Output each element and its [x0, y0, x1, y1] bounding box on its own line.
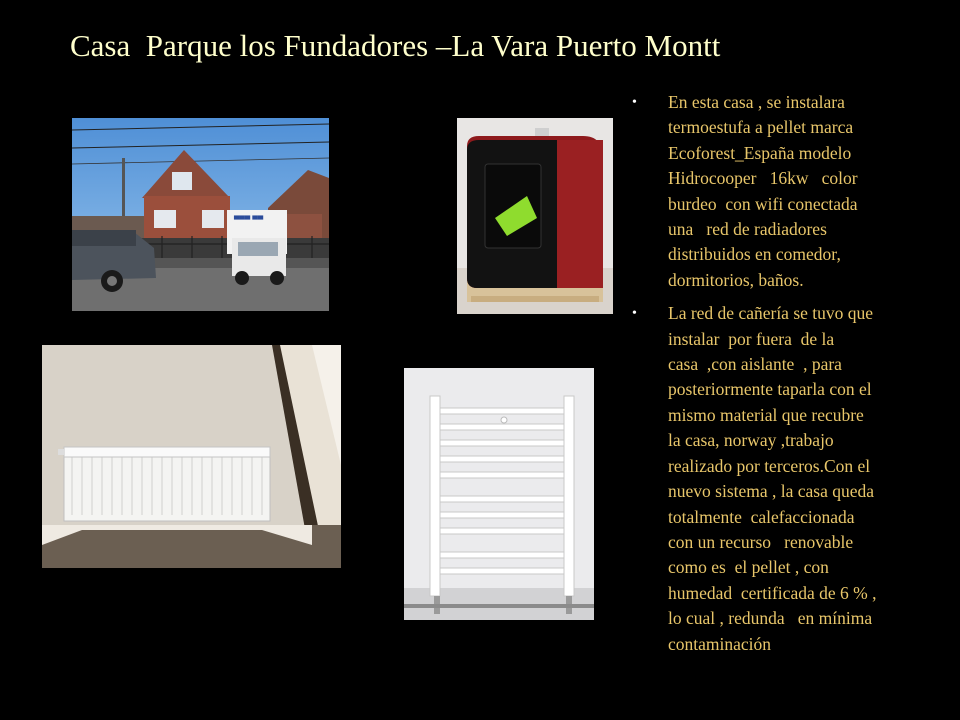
- house-photo: [72, 118, 329, 311]
- bullet-line: dormitorios, baños.: [668, 269, 804, 290]
- bullet-line: Hidrocooper 16kw color: [668, 168, 858, 189]
- bullet-line: contaminación: [668, 633, 772, 654]
- pellet-stove-photo: [457, 118, 613, 314]
- bullet-text: [668, 90, 954, 293]
- bullet-line: termoestufa a pellet marca: [668, 117, 854, 138]
- bullet-line: instalar por fuera de la: [668, 328, 835, 349]
- bullet-item: [632, 301, 954, 657]
- bullet-marker: •: [632, 306, 637, 322]
- towel-radiator-photo: [404, 368, 594, 620]
- bullet-line: posteriormente taparla con el: [668, 379, 872, 400]
- radiator-photo: [42, 345, 341, 568]
- bullet-line: la casa, norway ,trabajo: [668, 430, 834, 451]
- bullet-line: con un recurso renovable: [668, 531, 854, 552]
- bullet-line: burdeo con wifi conectada: [668, 193, 858, 214]
- bullet-line: La red de cañería se tuvo que: [668, 303, 874, 324]
- bullet-line: nuevo sistema , la casa queda: [668, 481, 875, 502]
- bullet-line: Ecoforest_España modelo: [668, 142, 852, 163]
- bullet-line: distribuidos en comedor,: [668, 244, 841, 265]
- bullet-line: una red de radiadores: [668, 219, 827, 240]
- bullet-line: mismo material que recubre: [668, 404, 864, 425]
- slide-title: Casa Parque los Fundadores –La Vara Puerto Montt: [70, 28, 721, 63]
- description-bullet-list: [632, 90, 954, 665]
- bullet-line: totalmente calefaccionada: [668, 506, 855, 527]
- bullet-line: como es el pellet , con: [668, 557, 829, 578]
- bullet-item: [632, 90, 954, 293]
- bullet-line: realizado por terceros.Con el: [668, 455, 871, 476]
- bullet-line: En esta casa , se instalara: [668, 92, 845, 112]
- bullet-marker: •: [632, 95, 637, 110]
- bullet-text: [668, 301, 954, 657]
- bullet-line: humedad certificada de 6 % ,: [668, 582, 877, 603]
- bullet-line: lo cual , redunda en mínima: [668, 608, 873, 629]
- svg-text:▀▀▀ ▀▀: ▀▀▀ ▀▀: [234, 216, 264, 224]
- bullet-line: casa ,con aislante , para: [668, 354, 842, 375]
